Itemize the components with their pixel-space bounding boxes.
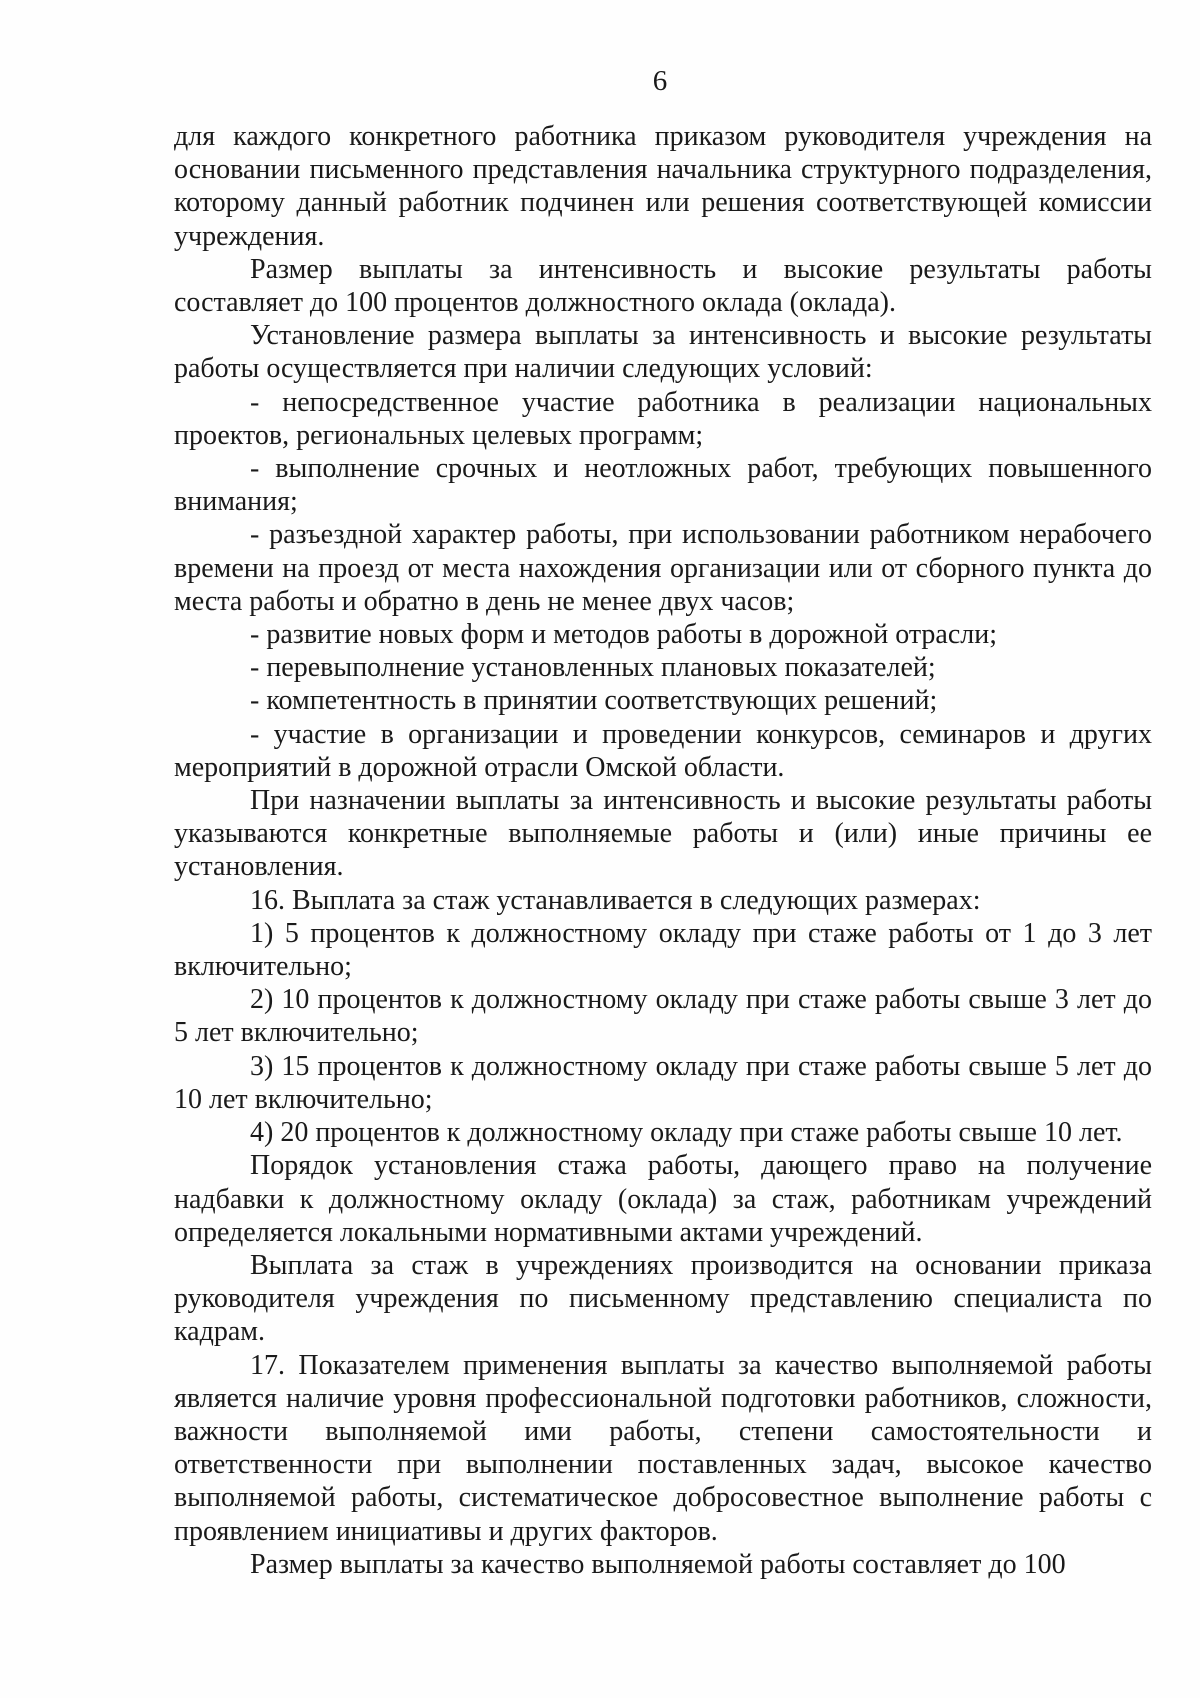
paragraph: Выплата за стаж в учреждениях производится на основании приказа руководителя учреждения по письменному представлению специалиста по кадрам.	[174, 1249, 1152, 1348]
paragraph: Установление размера выплаты за интенсивность и высокие результаты работы осуществляется при наличии следующих условий:	[174, 320, 1152, 385]
list-item: - перевыполнение установленных плановых показателей;	[250, 652, 936, 684]
list-item: - непосредственное участие работника в реализации национальных проектов, региональных целевых программ;	[174, 386, 1152, 451]
list-item: 1) 5 процентов к должностному окладу при стаже работы от 1 до 3 лет включительно;	[174, 917, 1152, 983]
list-item: - разъездной характер работы, при использовании работником нерабочего времени на проезд от места нахождения организации или от сборного пункта до места работы и обратно в день не менее двух часов;	[174, 519, 1152, 617]
paragraph: для каждого конкретного работника приказом руководителя учреждения на основании письменного представления начальника структурного подразделения, которому данный работник подчинен или решения соответствующей комиссии учреждения.	[174, 121, 1152, 252]
page-number: 6	[652, 65, 668, 97]
paragraph: Размер выплаты за качество выполняемой работы составляет до 100	[250, 1548, 1066, 1580]
paragraph: При назначении выплаты за интенсивность и высокие результаты работы указываются конкретные выполняемые работы и (или) иные причины ее установления.	[174, 785, 1152, 883]
list-item: 3) 15 процентов к должностному окладу при стаже работы свыше 5 лет до 10 лет включительно;	[174, 1050, 1152, 1115]
list-item: - выполнение срочных и неотложных работ, требующих повышенного внимания;	[174, 453, 1152, 518]
section-heading-paragraph: 16. Выплата за стаж устанавливается в следующих размерах:	[250, 884, 981, 916]
section-heading-paragraph: 17. Показателем применения выплаты за качество выполняемой работы является наличие уровня профессиональной подготовки работников, сложности, важности выполняемой ими работы, степени самостоятельности и ответственности при выполнении поставленных задач, высокое качество выполняемой работы, систематическое добросовестное выполнение работы с проявлением инициативы и других факторов.	[174, 1349, 1152, 1547]
paragraph: Порядок установления стажа работы, дающего право на получение надбавки к должностному окладу (оклада) за стаж, работникам учреждений определяется локальными нормативными актами учреждений.	[174, 1150, 1152, 1248]
list-item: 2) 10 процентов к должностному окладу при стаже работы свыше 3 лет до 5 лет включительно;	[174, 984, 1152, 1049]
list-item: - развитие новых форм и методов работы в дорожной отрасли;	[250, 619, 998, 651]
document-body	[174, 120, 1152, 1581]
list-item: - компетентность в принятии соответствующих решений;	[250, 685, 938, 717]
list-item: 4) 20 процентов к должностному окладу при стаже работы свыше 10 лет.	[250, 1117, 1123, 1149]
list-item: - участие в организации и проведении конкурсов, семинаров и других мероприятий в дорожной отрасли Омской области.	[174, 718, 1152, 783]
paragraph: Размер выплаты за интенсивность и высокие результаты работы составляет до 100 процентов должностного оклада (оклада).	[174, 253, 1152, 319]
